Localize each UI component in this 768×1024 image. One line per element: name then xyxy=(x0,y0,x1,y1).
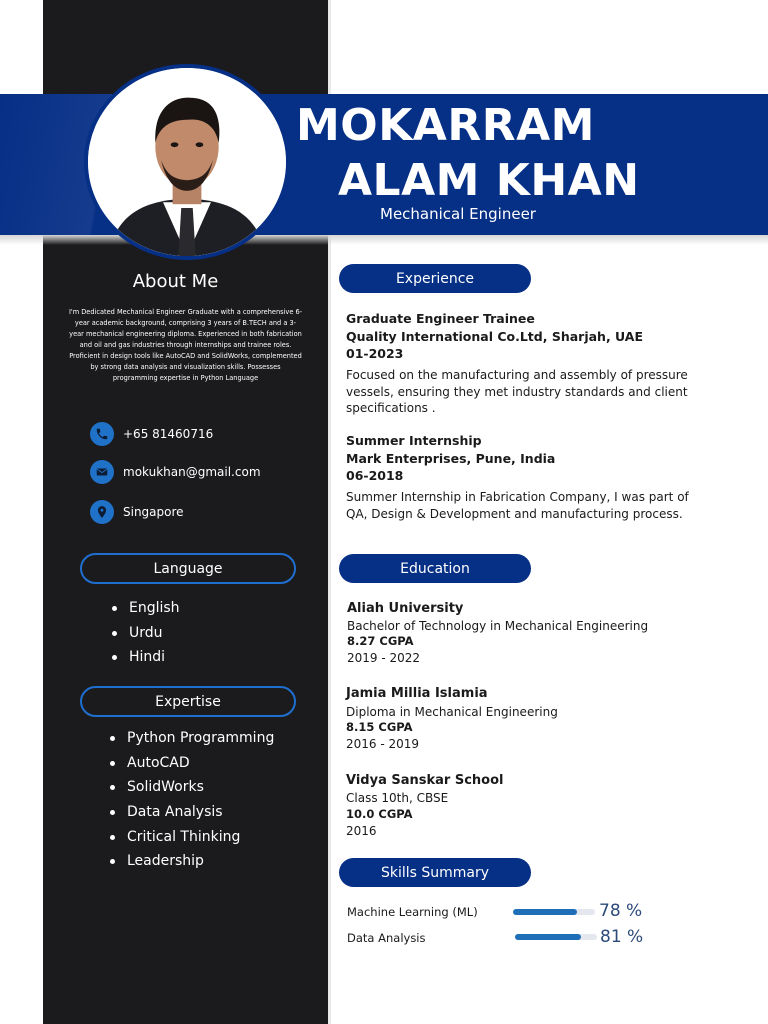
job-date: 01-2023 xyxy=(346,346,404,361)
name-first-line: MOKARRAM xyxy=(296,100,595,151)
name-second-line: ALAM KHAN xyxy=(338,155,640,206)
list-item: Critical Thinking xyxy=(110,825,274,850)
about-text: I'm Dedicated Mechanical Engineer Graduate with a comprehensive 6-year academic background, comprising 3 years of B.TECH and a 3-year mechanical engineering diploma. Experienced in both fabrication and oil and gas industries through internships and trainee roles. Proficient in design tools like AutoCAD and SolidWorks, complemented by strong data analysis and visualization skills. Possesses programming expertise in Python Language xyxy=(68,308,303,382)
list-item: SolidWorks xyxy=(110,775,274,800)
about-heading: About Me xyxy=(132,271,219,292)
list-item: Python Programming xyxy=(110,726,274,751)
list-item: Urdu xyxy=(112,621,180,646)
location-pin-icon xyxy=(90,500,114,524)
job-role: Graduate Engineer Trainee xyxy=(346,311,535,326)
skill-percent: 78 % xyxy=(599,901,643,921)
skill-bar-fill xyxy=(515,934,581,940)
education-heading: Education xyxy=(339,554,531,583)
school-name: Aliah University xyxy=(347,601,464,616)
job-role: Summer Internship xyxy=(346,433,482,448)
contact-location xyxy=(90,500,184,524)
expertise-list xyxy=(110,726,274,874)
job-date: 06-2018 xyxy=(346,468,404,483)
list-item: Data Analysis xyxy=(110,800,274,825)
contact-phone xyxy=(90,422,213,446)
job-company: Quality International Co.Ltd, Sharjah, UAE xyxy=(346,329,644,344)
degree-name: Diploma in Mechanical Engineering xyxy=(346,705,558,719)
list-item: Hindi xyxy=(112,645,180,670)
experience-heading: Experience xyxy=(339,264,531,293)
years: 2019 - 2022 xyxy=(347,651,421,665)
list-item: Leadership xyxy=(110,849,274,874)
grade: 10.0 CGPA xyxy=(346,807,413,821)
profile-photo xyxy=(84,64,290,260)
skill-bar xyxy=(513,909,595,915)
email-address: mokukhan@gmail.com xyxy=(123,465,261,479)
language-list xyxy=(112,596,180,670)
school-name: Vidya Sanskar School xyxy=(346,773,504,788)
language-heading: Language xyxy=(80,553,296,584)
skill-label: Machine Learning (ML) xyxy=(347,905,478,919)
grade: 8.15 CGPA xyxy=(346,720,413,734)
school-name: Jamia Millia Islamia xyxy=(346,686,488,701)
expertise-heading: Expertise xyxy=(80,686,296,717)
grade: 8.27 CGPA xyxy=(347,634,414,648)
job-description: Focused on the manufacturing and assembly of pressure vessels, ensuring they met industry standards and client specifications . xyxy=(346,368,688,415)
degree-name: Class 10th, CBSE xyxy=(346,791,449,805)
job-title: Mechanical Engineer xyxy=(380,205,536,223)
contact-email xyxy=(90,460,261,484)
list-item: English xyxy=(112,596,180,621)
list-item: AutoCAD xyxy=(110,751,274,776)
phone-number: +65 81460716 xyxy=(123,427,214,441)
skill-label: Data Analysis xyxy=(347,931,426,945)
skill-percent: 81 % xyxy=(600,927,644,947)
phone-icon xyxy=(90,422,114,446)
job-company: Mark Enterprises, Pune, India xyxy=(346,451,556,466)
location-text: Singapore xyxy=(123,505,184,519)
skill-bar-fill xyxy=(513,909,577,915)
degree-name: Bachelor of Technology in Mechanical Engineering xyxy=(347,619,649,633)
job-description: Summer Internship in Fabrication Company, I was part of QA, Design & Development and manufacturing process. xyxy=(346,490,689,521)
banner-shadow xyxy=(0,235,768,245)
years: 2016 - 2019 xyxy=(346,737,420,751)
envelope-icon xyxy=(90,460,114,484)
years: 2016 xyxy=(346,824,377,838)
portrait-avatar-icon xyxy=(88,68,286,256)
skill-bar xyxy=(515,934,597,940)
skills-heading: Skills Summary xyxy=(339,858,531,887)
